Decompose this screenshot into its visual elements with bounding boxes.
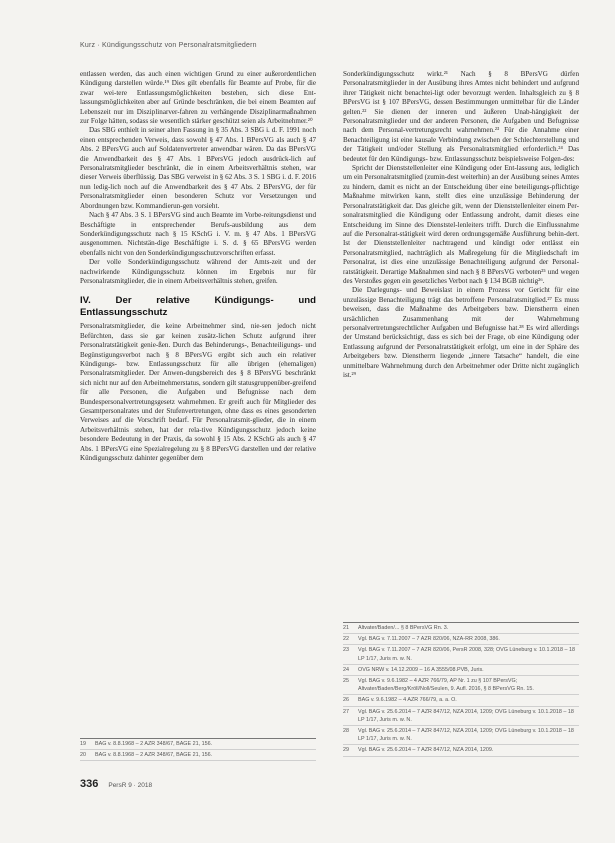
footnote (343, 695, 579, 706)
page-footer (80, 778, 152, 790)
footnote-text: Vgl. BAG v. 25.6.2014 – 7 AZR 847/12, NZA 2014, 1209; OVG Lüneburg v. 10.1.2018 – 18 LP 1/17, Juris m. w. N. (358, 728, 574, 743)
footnote (343, 645, 579, 664)
footnote (343, 707, 579, 726)
paragraph: Das SBG enthielt in seiner alten Fassung in § 35 Abs. 3 SBG i. d. F. 1991 noch einen entsprechenden Verweis, dass sowohl § 47 Abs. 1 BPersVG als auch § 47 Abs. 2 BPersVG auch auf Soldatenvertreter anwendbar wären. Da das BPersVG die Anwendbarkeit des § 47 Abs. 1 BPersVG jedoch ausdrück-lich auf Personalratsmitglieder beschränkt, die in einem Arbeitsverhältnis stehen, war dieser Verweis überflüssig. Das SBG verweist in § 62 Abs. 3 S. 1 SBG i. d. F. 2016 nun ledig-lich noch auf die Anwendbarkeit des § 47 Abs. 2 BPersVG, der für Personalratsmitglieder einen besonderen Schutz vor Versetzungen und Abordnungen bzw. Kommandierun-gen vorsieht. (80, 126, 316, 210)
footnote-text: BAG v. 8.8.1968 – 2 AZR 348/67, BAGE 21, 156. (95, 752, 213, 759)
footnote-text: Vgl. BAG v. 7.11.2007 – 7 AZR 820/06, NZA-RR 2008, 386. (358, 636, 500, 643)
footnote (343, 676, 579, 695)
footnote (343, 634, 579, 645)
footnote-number: 22 (343, 636, 349, 643)
footnote-number: 25 (343, 678, 349, 685)
section-heading: IV. Der relative Kündigungs- und Entlassungsschutz (80, 295, 316, 318)
footnote-number: 26 (343, 697, 349, 704)
right-footnotes (343, 622, 579, 757)
paragraph: Personalratsmitglieder, die keine Arbeitnehmer sind, nie-sen jedoch nicht Befürchten, dass sie gar keinen zusätz-lichen Schutz aufgrund ihrer Personalratstätigkeit genie-ßen. Durch das Behinderungs-, Benachteiligungs- und Begünstigungsverbot nach § 8 BPersVG ergibt sich auch ein relativer Kündigungs- bzw. Entlassungsschutz für alle übrigen (ehemaligen) Personalratsmitglieder. Der Anwen-dungsbereich des § 8 BPersVG beschränkt sich nicht nur auf den Arbeitnehmerstatus, sondern gilt statusgruppenüber-greifend für alle Personen, die Aufgaben und Befugnisse nach dem Bundespersonalvertretungsgesetz wahrnehmen. Er greift auch für Mitglieder des Gesamtpersonalrates und der Stufenvertretungen, ohne dass es eines gesonderten Verweises auf die Vorschrift bedarf. Für Personalratsmit-glieder, die in einem Arbeitsverhältnis stehen, hat der rela-tive Kündigungsschutz jedoch keine besondere Bedeutung in der Praxis, da sowohl § 15 Abs. 2 KSchG als auch § 47 Abs. 1 BPersVG eine Spezialregelung zu § 8 BPersVG darstellen und der relative Kündigungsschutz dahinter gegenüber dem (80, 322, 316, 463)
left-footnotes (80, 738, 316, 761)
footnote (343, 665, 579, 676)
footnote-text: Vgl. BAG v. 7.11.2007 – 7 AZR 820/06, PersR 2008, 328; OVG Lüneburg v. 10.1.2018 – 18 LP 1/17, Juris m. w. N. (358, 647, 575, 662)
footnote-text: BAG v. 8.8.1968 – 2 AZR 348/67, BAGE 21, 156. (95, 741, 213, 747)
footnote-number: 27 (343, 708, 349, 715)
footnote-text: Altvater/Baden/... § 8 BPersVG Rn. 3. (358, 625, 449, 631)
footnote (80, 739, 316, 750)
footnote-text: OVG NRW v. 14.12.2009 – 16 A 3555/08.PVB, Juris. (358, 666, 484, 673)
running-head: Kurz · Kündigungsschutz von Personalratsmitgliedern (80, 42, 257, 49)
footnote-number: 24 (343, 666, 349, 673)
footnote-text: Vgl. BAG v. 25.6.2014 – 7 AZR 847/12, NZA 2014, 1209. (358, 747, 494, 754)
left-column (80, 70, 316, 463)
footnote-number: 28 (343, 728, 349, 735)
paragraph: Die Darlegungs- und Beweislast in einem Prozess vor Gericht für eine unzulässige Benachteiligung trägt das betroffene Personalratsmitglied.²⁷ Es muss beweisen, dass die Maßnahme des Arbeitgebers bzw. Dienstherrn einen ursächlichen Zusammenhang mit der Wahrnehmung personalvertretungsrechtlicher Aufgaben und Befugnisse hat.²⁸ Es wird allerdings der Umstand berücksichtigt, dass es sich bei der Frage, ob eine Kündigung oder Entlassung aufgrund der Personalratstätigkeit erfolgt, um eine in der Sphäre des Arbeitgebers bzw. Dienstherrn liegende „innere Tatsache“ handelt, die eine unmittelbare Wahrnehmung durch den Arbeitnehmer oder Dritte nicht zugänglich ist.²⁹ (343, 286, 579, 379)
right-column (343, 70, 579, 380)
footnote-text: Vgl. BAG v. 9.6.1982 – 4 AZR 766/79, AP Nr. 1 zu § 107 BPersVG; Altvater/Baden/Berg/Kröll/Noll/Seulen, 9. Aufl. 2016, § 8 BPersVG Rn. 15. (358, 678, 534, 693)
footnote-text: BAG v. 9.6.1982 – 4 AZR 766/79, a. a. O. (358, 697, 457, 704)
page-number: 336 (80, 778, 99, 790)
footnote-text: Vgl. BAG v. 25.6.2014 – 7 AZR 847/12, NZA 2014, 1209; OVG Lüneburg v. 10.1.2018 – 18 LP 1/17, Juris m. w. N. (358, 708, 574, 723)
footnote-number: 29 (343, 747, 349, 754)
journal-issue: PersR 9 · 2018 (108, 782, 153, 789)
footnote (80, 750, 316, 761)
footnote (343, 623, 579, 634)
footnote-number: 19 (80, 741, 86, 747)
paragraph: entlassen werden, das auch einen wichtigen Grund zu einer außerordentlichen Kündigung darstellen würde.¹⁹ Dies gilt ebenfalls für Beamte auf Probe, für die zwar wei-tere Entlassungsmöglichkeiten bestehen, sich diese Ent-lassungsmöglichkeiten aber auf Gründe beschränken, die bei einem Beamten auf Lebenszeit nur im Disziplinarver-fahren zu verhängende Disziplinarmaßnahmen zur Folge hätten, sodass sie wesentlich stärker geschützt seien als Arbeitnehmer.²⁰ (80, 70, 316, 126)
paragraph: Der volle Sonderkündigungsschutz während der Amts-zeit und der nachwirkende Kündigungsschutz können im Ergebnis nur für Personalratsmitglieder, die in einem Arbeitsverhältnis stehen, greifen. (80, 258, 316, 285)
footnote-number: 21 (343, 625, 349, 631)
paragraph: Nach § 47 Abs. 3 S. 1 BPersVG sind auch Beamte im Vorbe-reitungsdienst und Beschäftigte in entsprechender Berufs-ausbildung aus dem Sonderkündigungsschutz nach § 15 KSchG i. V. m. § 47 Abs. 1 BPersVG ausgenommen. Nichtstän-dige Beschäftigte i. S. d. § 65 BPersVG werden ebenfalls nicht von den Sonderkündigungsschutzvorschriften erfasst. (80, 211, 316, 257)
footnote (343, 726, 579, 745)
paragraph: Spricht der Dienststellenleiter eine Kündigung oder Ent-lassung aus, lediglich um ein Personalratsmitglied (zumin-dest weiterhin) an der Ausübung seines Amtes zu hindern, damit es nicht an der Entscheidung über eine beteiligungs-pflichtige Maßnahme mitwirken kann, stellt dies eine unzulässige Behinderung der Personalratstätigkeit dar. Das gleiche gilt, wenn der Dienststellenleiter einem Per-sonalratsmitglied die Kündigung oder Entlassung androht, damit dieses eine Entscheidung im Sinne des Dienststel-lenleiters trifft. Durch die Einflussnahme auf die Personalrat-stätigkeit wird deren ordnungsgemäße Ausführung behin-dert. Ist der Dienststellenleiter nachtragend und kündigt oder entlässt ein Personalratsmitglied, nachträglich als Maßregelung für die Mitgliedschaft im Personalrat, ist dies eine unzulässige Benachteiligung aufgrund der Personal-ratstätigkeit. Derartige Maßnahmen sind nach § 8 BPersVG verboten²⁵ und wegen des Verstoßes gegen ein gesetzliches Verbot nach § 134 BGB nichtig²⁶. (343, 164, 579, 285)
footnote-number: 23 (343, 647, 349, 654)
paragraph: Sonderkündigungsschutz wirkt.²¹ Nach § 8 BPersVG dürfen Personalratsmitglieder in der Ausübung ihres Amtes nicht behindert und aufgrund ihrer Tätigkeit nicht benachtei-ligt oder bevorzugt werden. Inhaltsgleich zu § 8 BPersVG ist § 107 BPersVG, dessen Bestimmungen unmittelbar für die Länder gelten.²² Sie dienen der inneren und äußeren Unab-hängigkeit der Personalratsmitglieder und der anderen Personen, die Aufgaben und Befugnisse nach dem Personal-vertretungsrecht wahrnehmen.²³ Für die Annahme einer Benachteiligung ist eine kausale Verbindung zwischen der Schlechterstellung und der Tätigkeit und/oder Stellung als Personalratsmitglied erforderlich.²⁴ Das bedeutet für den Kündigungs- bzw. Entlassungsschutz beispielsweise Folgen-des: (343, 70, 579, 163)
footnote-number: 20 (80, 752, 86, 759)
footnote (343, 745, 579, 756)
